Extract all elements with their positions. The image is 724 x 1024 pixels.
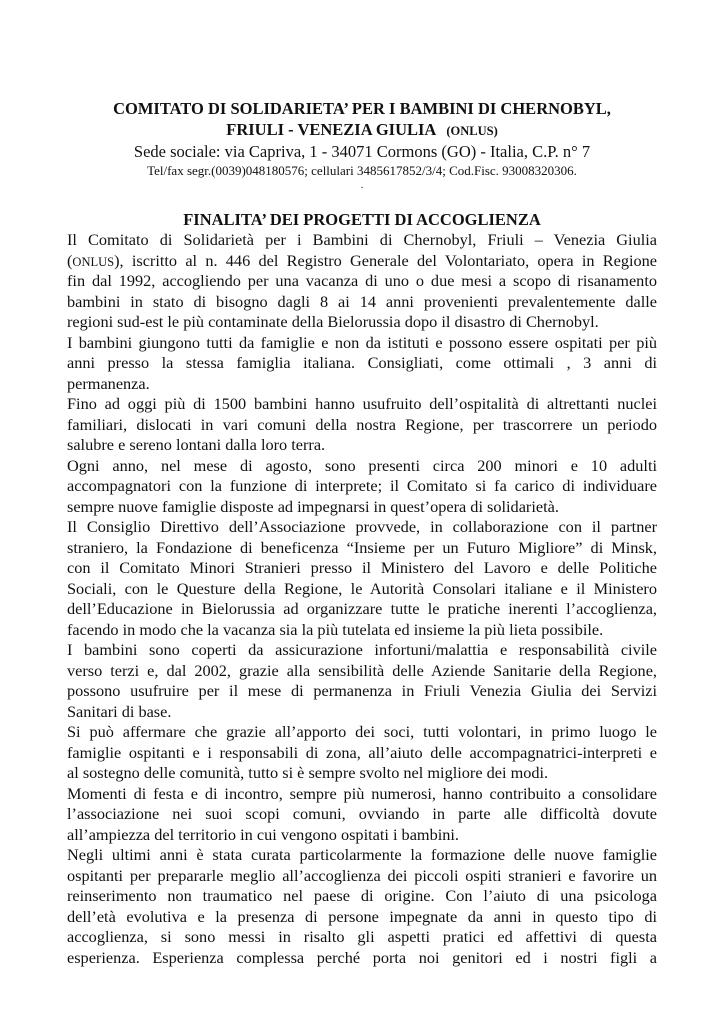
text-line: con il Comitato Minori Stranieri presso il Ministero del Lavoro e delle Politiche <box>67 558 657 577</box>
text-line: reinserimento non traumatico nel paese di origine. Con l’aiuto di una psicologa <box>67 886 657 905</box>
text-line: al sostegno delle comunità, tutto si è sempre svolto nel migliore dei modi. <box>67 763 549 782</box>
text-line: all’ampiezza del territorio in cui vengono ospitati i bambini. <box>67 824 459 844</box>
text-line: Fino ad oggi più di 1500 bambini hanno usufruito dell’ospitalità di altrettanti nuclei <box>67 394 657 413</box>
organization-region <box>60 120 664 141</box>
onlus-small-caps: ONLUS <box>72 254 115 269</box>
text-line: I bambini sono coperti da assicurazione infortuni/malattia e responsabilità civile <box>67 640 657 659</box>
text-line: bambini in stato di bisogno dagli 8 ai 14 anni provenienti prevalentemente dalle <box>67 291 657 311</box>
text-line: accompagnatori con la funzione di interprete; il Comitato si fa carico di individuare <box>67 476 657 495</box>
text-line: verso terzi e, dal 2002, grazie alla sensibilità delle Aziende Sanitarie della Regione, <box>67 660 657 680</box>
text-line: fin dal 1992, accogliendo per una vacanza di uno o due mesi a scopo di risanamento <box>67 271 657 290</box>
text-line: anni presso la stessa famiglia italiana. Consigliati, come ottimali , 3 anni di <box>67 353 657 372</box>
text-line-prefix: ( <box>67 250 73 270</box>
text-line-rest: ), iscritto al n. 446 del Registro Generale del Volontariato, opera in Regione <box>114 250 657 270</box>
text-line: Sociali, con le Questure della Regione, le Autorità Consolari italiane e il Ministero <box>67 578 657 598</box>
text-line: Il Comitato di Solidarietà per i Bambini di Chernobyl, Friuli – Venezia Giulia <box>67 230 657 249</box>
text-line: facendo in modo che la vacanza sia la più tutelata ed insieme la più lieta possibile. <box>67 619 604 639</box>
text-line: regioni sud-est le più contaminate della Bielorussia dopo il disastro di Chernobyl. <box>67 312 599 331</box>
letterhead <box>60 98 664 192</box>
text-line: Momenti di festa e di incontro, sempre più numerosi, hanno contribuito a consolidare <box>67 783 657 803</box>
text-line: ospitanti per prepararle meglio all’accoglienza dei piccoli ospiti stranieri e favorire un <box>67 865 657 885</box>
header-dot: . <box>360 180 364 191</box>
text-line: Il Consiglio Direttivo dell’Associazione provvede, in collaborazione con il partner <box>67 517 657 536</box>
text-line: dell’età evolutiva e la presenza di persone impegnate da anni in questo tipo di <box>67 906 657 926</box>
text-line: famiglie ospitanti e i responsabili di zona, all’aiuto delle accompagnatrici-interpreti e <box>67 742 657 762</box>
organization-onlus-tag: (ONLUS) <box>446 124 498 138</box>
text-line: Ogni anno, nel mese di agosto, sono presenti circa 200 minori e 10 adulti <box>67 455 657 475</box>
text-line: accoglienza, si sono messi in risalto gli aspetti pratici ed affettivi di questa <box>67 927 657 946</box>
text-line: Si può affermare che grazie all’apporto dei soci, tutti volontari, in primo luogo le <box>67 722 657 741</box>
text-line: Sanitari di base. <box>67 701 172 721</box>
text-line: possono usufruire per il mese di permanenza in Friuli Venezia Giulia dei Servizi <box>67 681 657 700</box>
text-line: straniero, la Fondazione di beneficenza “Insieme per un Futuro Migliore” di Minsk, <box>67 537 657 557</box>
text-line: familiari, dislocati in vari comuni della nostra Regione, per trascorrere un periodo <box>67 414 657 434</box>
text-line: I bambini giungono tutti da famiglie e non da istituti e possono essere ospitati per più <box>67 332 657 352</box>
text-line: l’associazione nei suoi scopi comuni, ovviando in parte alle difficoltà dovute <box>67 804 657 823</box>
text-line: esperienza. Esperienza complessa perché porta noi genitori ed i nostri figli a <box>67 947 657 967</box>
document-title: FINALITA’ DEI PROGETTI DI ACCOGLIENZA <box>183 210 541 229</box>
text-line <box>67 251 657 272</box>
document-body <box>67 230 657 968</box>
organization-contacts: Tel/fax segr.(0039)048180576; cellulari 3485617852/3/4; Cod.Fisc. 93008320306. <box>147 163 577 178</box>
text-line: dell’Educazione in Bielorussia ad organizzare tutte le pratiche inerenti l’accoglienza, <box>67 599 657 618</box>
text-line: sempre nuove famiglie disposte ad impegnarsi in quest’opera di solidarietà. <box>67 496 559 516</box>
text-line: Negli ultimi anni è stata curata particolarmente la formazione delle nuove famiglie <box>67 845 657 864</box>
organization-name: COMITATO DI SOLIDARIETA’ PER I BAMBINI DI CHERNOBYL, <box>113 99 611 118</box>
text-line: permanenza. <box>67 373 150 393</box>
organization-address: Sede sociale: via Capriva, 1 - 34071 Cormons (GO) - Italia, C.P. n° 7 <box>133 142 591 161</box>
organization-region-text: FRIULI - VENEZIA GIULIA <box>226 120 437 139</box>
text-line: salubre e sereno lontani dalla loro terra. <box>67 435 326 454</box>
